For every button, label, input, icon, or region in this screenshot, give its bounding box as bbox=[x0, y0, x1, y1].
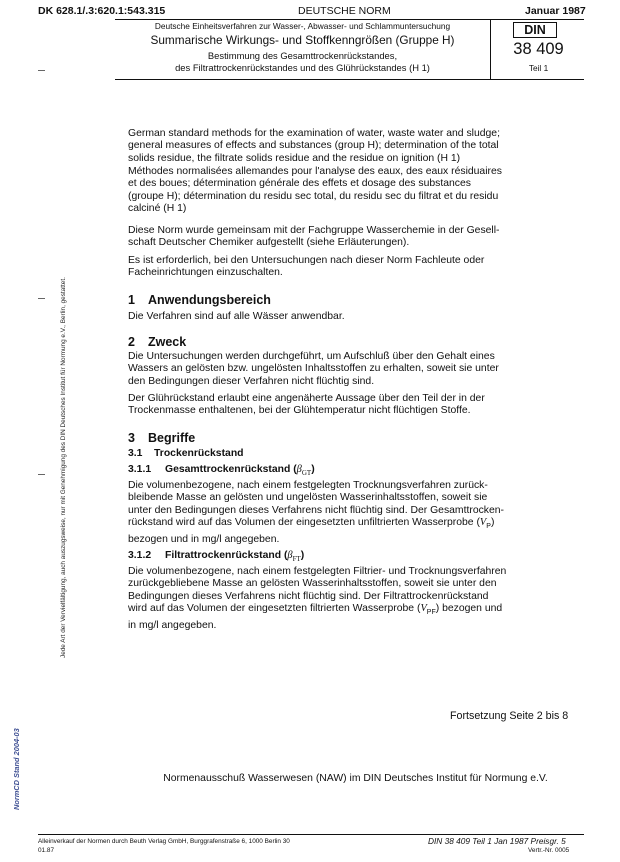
subsection-title: Gesamttrockenrückstand ( bbox=[165, 464, 297, 475]
din-logo bbox=[513, 22, 557, 38]
text-line bbox=[128, 517, 590, 533]
section-number: 1 bbox=[128, 293, 135, 307]
continuation-note: Fortsetzung Seite 2 bis 8 bbox=[450, 710, 569, 722]
title-top-rule bbox=[115, 19, 584, 20]
subsection-number: 3.1 bbox=[128, 448, 143, 459]
document-type: DEUTSCHE NORM bbox=[298, 5, 391, 17]
din-logo-text: DIN bbox=[524, 23, 546, 37]
subsection-3-1-1-text bbox=[128, 480, 590, 546]
dk-classification: DK 628.1/.3:620.1:543.315 bbox=[38, 5, 166, 17]
subsection-number: 3.1.2 bbox=[128, 550, 152, 561]
section-1-heading bbox=[128, 293, 271, 307]
text-line: Bedingungen dieses Verfahrens nicht flüchtig sind. Der Filtrattrockenrückstand bbox=[128, 590, 489, 602]
text-line: Trockenmasse enthaltenen, bei der Glühtemperatur nicht flüchtigen Stoffe. bbox=[128, 405, 471, 417]
section-title: Anwendungsbereich bbox=[148, 293, 271, 307]
section-2-paragraph-2 bbox=[128, 393, 590, 418]
subsection-number: 3.1.1 bbox=[128, 464, 152, 475]
note-paragraph bbox=[128, 225, 590, 250]
volume-symbol: V bbox=[479, 517, 487, 529]
text-line: Méthodes normalisées allemandes pour l'analyse des eaux, des eaux résiduaires bbox=[128, 166, 502, 177]
subsection-title: Trockenrückstand bbox=[154, 448, 244, 459]
volume-subscript: P bbox=[486, 523, 491, 531]
normcd-stamp: NormCD Stand 2004-03 bbox=[12, 728, 21, 810]
footer-date-code: 01.87 bbox=[38, 847, 54, 854]
text-line: den Bedingungen dieser Verfahren nicht flüchtig sind. bbox=[128, 375, 375, 387]
footer-reference: DIN 38 409 Teil 1 Jan 1987 Preisgr. 5 bbox=[428, 836, 566, 846]
text-line: general measures of effects and substances (group H); determination of the total bbox=[128, 140, 499, 152]
text-line: unter den Bedingungen dieses Verfahrens nicht flüchtig sind. Der Gesamttrocken- bbox=[128, 504, 505, 516]
text-line: German standard methods for the examination of water, waste water and sludge; bbox=[128, 128, 500, 139]
note-paragraph bbox=[128, 255, 590, 280]
text-line: Der Glührückstand erlaubt eine angenäherte Aussage über den Teil der in der bbox=[128, 393, 485, 404]
committee-line: Normenausschuß Wasserwesen (NAW) im DIN Deutsches Institut für Normung e.V. bbox=[163, 773, 548, 784]
section-3-heading bbox=[128, 431, 195, 445]
title-main: Summarische Wirkungs- und Stoffkenngrößen (Gruppe H) bbox=[150, 33, 455, 47]
title-divider bbox=[490, 19, 491, 79]
text-fragment: rückstand wird auf das Volumen der eingesetzten unfiltrierten Wasserprobe ( bbox=[128, 517, 480, 529]
din-part: Teil 1 bbox=[528, 63, 549, 73]
margin-mark bbox=[38, 474, 45, 475]
subsection-3-1-heading bbox=[128, 448, 244, 459]
text-line: et des boues; détermination générale des effets et dosage des substances bbox=[128, 178, 471, 190]
text-line: solids residue, the filtrate solids residue and the residue on ignition (H 1) bbox=[128, 152, 461, 164]
beta-symbol: β bbox=[296, 464, 302, 475]
text-line bbox=[128, 603, 590, 619]
subsection-3-1-2-heading bbox=[128, 550, 304, 563]
section-1-text: Die Verfahren sind auf alle Wässer anwendbar. bbox=[128, 311, 345, 322]
margin-mark bbox=[38, 298, 45, 299]
subsection-title: Filtrattrockenrückstand ( bbox=[165, 550, 288, 561]
section-number: 3 bbox=[128, 431, 135, 445]
subsection-3-1-1-heading bbox=[128, 464, 315, 477]
symbol-subscript: FT bbox=[292, 555, 301, 564]
symbol-close: ) bbox=[311, 464, 315, 475]
margin-mark bbox=[38, 70, 45, 71]
french-title bbox=[128, 166, 590, 216]
text-fragment: ) bezogen und bbox=[435, 603, 503, 615]
copyright-notice: Jede Art der Vervielfältigung, auch auszugsweise, nur mit Genehmigung des DIN Deutsches Institut für Normung e.V., Berlin, gestattet. bbox=[60, 277, 67, 658]
text-line: bleibende Masse an gelösten und ungelösten Wasserinhaltsstoffen, soweit sie bbox=[128, 492, 488, 504]
symbol-close: ) bbox=[300, 550, 305, 561]
title-series: Deutsche Einheitsverfahren zur Wasser-, Abwasser- und Schlammuntersuchung bbox=[154, 21, 451, 31]
text-line: schaft Deutscher Chemiker aufgestellt (siehe Erläuterungen). bbox=[128, 237, 410, 249]
text-line: Wassers an gelösten bzw. ungelösten Inhaltsstoffen zu erhalten, soweit sie unter bbox=[128, 363, 499, 375]
text-line: Die volumenbezogene, nach einem festgelegten Filtrier- und Trocknungsverfahren bbox=[128, 566, 507, 577]
title-bottom-rule bbox=[115, 79, 584, 80]
text-line: Die Untersuchungen werden durchgeführt, um Aufschluß über den Gehalt eines bbox=[128, 351, 495, 362]
text-line: Diese Norm wurde gemeinsam mit der Fachgruppe Wasserchemie in der Gesell- bbox=[128, 225, 500, 236]
text-line: Es ist erforderlich, bei den Untersuchungen nach dieser Norm Fachleute oder bbox=[128, 255, 485, 266]
publication-date: Januar 1987 bbox=[525, 5, 586, 17]
footer-rule bbox=[38, 834, 584, 835]
english-title bbox=[128, 128, 590, 165]
section-2-heading bbox=[128, 335, 186, 349]
footer-vertr: Vertr.-Nr. 0005 bbox=[528, 847, 570, 854]
title-sub-2: des Filtrattrockenrückstandes und des Glührückstandes (H 1) bbox=[175, 62, 430, 73]
section-title: Begriffe bbox=[148, 431, 196, 445]
din-number: 38 409 bbox=[513, 40, 564, 58]
text-line: calciné (H 1) bbox=[128, 203, 187, 215]
section-number: 2 bbox=[128, 335, 135, 349]
text-line: in mg/l angegeben. bbox=[128, 619, 217, 631]
symbol-subscript: GT bbox=[301, 469, 312, 478]
text-fragment: ) bbox=[490, 517, 495, 529]
text-line: Die volumenbezogene, nach einem festgelegten Trocknungsverfahren zurück- bbox=[128, 480, 488, 491]
text-line: zurückgebliebene Masse an gelösten Wasserinhaltsstoffen, soweit sie unter den bbox=[128, 578, 497, 590]
text-line: (groupe H); détermination du residu sec total, du residu sec du filtrat et du residu bbox=[128, 190, 499, 202]
volume-symbol: V bbox=[420, 603, 427, 615]
footer-sales: Alleinverkauf der Normen durch Beuth Verlag GmbH, Burggrafenstraße 6, 1000 Berlin 30 bbox=[38, 838, 290, 845]
section-2-paragraph-1 bbox=[128, 351, 590, 388]
subsection-3-1-2-text bbox=[128, 566, 590, 632]
volume-subscript: PF bbox=[426, 609, 436, 617]
beta-symbol: β bbox=[287, 550, 293, 561]
title-sub-1: Bestimmung des Gesamttrockenrückstandes, bbox=[207, 50, 398, 61]
section-title: Zweck bbox=[148, 335, 187, 349]
text-line: Facheinrichtungen einzuschalten. bbox=[128, 267, 283, 279]
text-fragment: wird auf das Volumen der eingesetzten filtrierten Wasserprobe ( bbox=[128, 603, 421, 615]
text-line: bezogen und in mg/l angegeben. bbox=[128, 533, 280, 545]
